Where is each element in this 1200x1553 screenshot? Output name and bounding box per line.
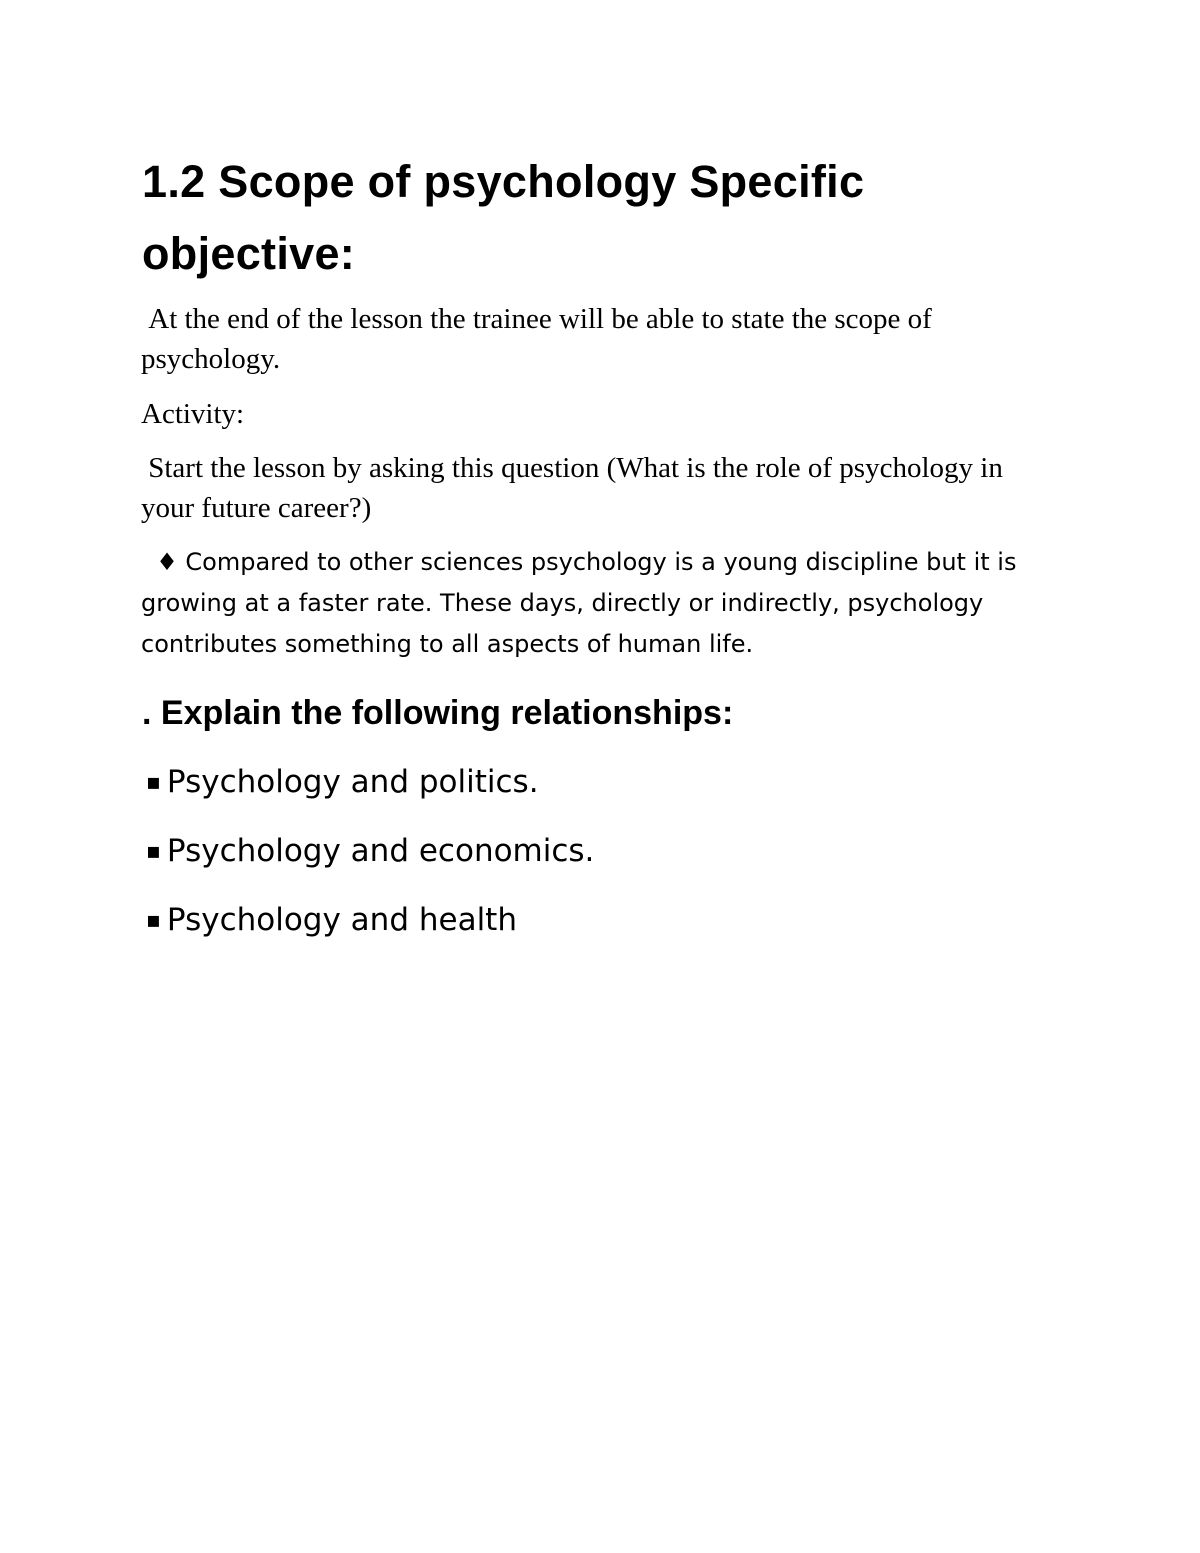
relationships-list: [146, 758, 594, 965]
square-bullet-icon: ▪: [146, 908, 161, 933]
activity-label: Activity:: [141, 398, 245, 430]
section-heading: 1.2 Scope of psychology Specific objective:: [142, 156, 865, 279]
relationship-text: Psychology and politics.: [166, 764, 539, 800]
objective-text: At the end of the lesson the trainee will be able to state the scope of psychology.: [141, 303, 940, 375]
compared-text: Compared to other sciences psychology is a young discipline but it is growing at a faster rate. These days, directly or indirectly, psychology contributes something to all aspects of human life.: [141, 548, 1017, 658]
diamond-bullet-icon: ♦: [156, 548, 178, 576]
compared-paragraph: [141, 542, 1071, 665]
relationships-heading: . Explain the following relationships:: [142, 694, 734, 732]
objective-paragraph: [141, 299, 1061, 379]
activity-paragraph: [141, 448, 1061, 528]
relationship-text: Psychology and health: [166, 902, 517, 938]
square-bullet-icon: ▪: [146, 839, 161, 864]
activity-text: Start the lesson by asking this question (What is the role of psychology in your future career?): [141, 452, 1011, 524]
relationship-text: Psychology and economics.: [166, 833, 595, 869]
list-item: [146, 827, 594, 876]
list-item: [146, 758, 594, 807]
list-item: [146, 896, 594, 945]
square-bullet-icon: ▪: [146, 770, 161, 795]
